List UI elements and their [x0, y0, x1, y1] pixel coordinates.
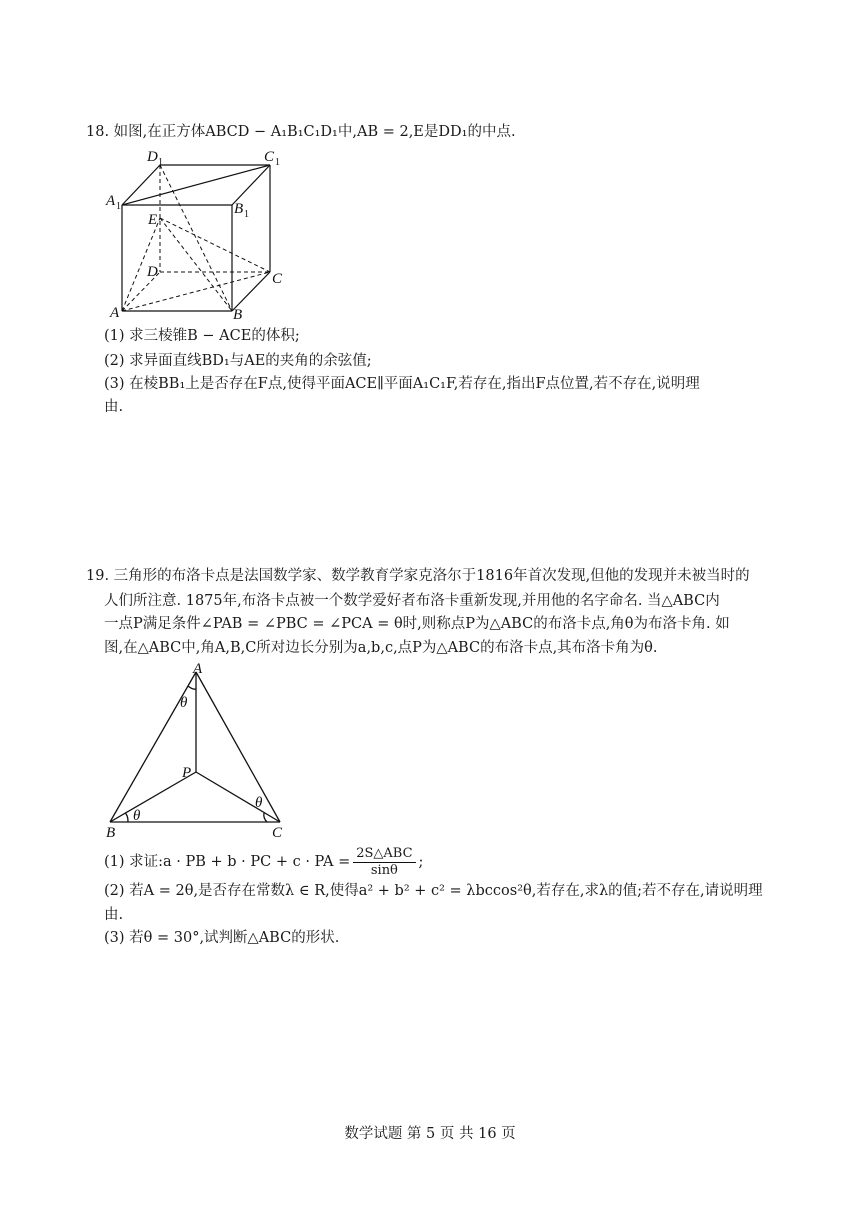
label-B1: B	[234, 201, 244, 217]
q19-stem-line3: 一点P满足条件∠PAB = ∠PBC = ∠PCA = θ时,则称点P为△ABC的布洛卡点,角θ为布洛卡角. 如	[104, 616, 730, 632]
q19-part2-cont: 由.	[104, 907, 124, 923]
label-D1-sub: 1	[158, 157, 163, 168]
tri-theta-B: θ	[133, 808, 141, 824]
label-A1: A	[106, 193, 116, 209]
tri-theta-A: θ	[180, 695, 188, 711]
q19-part1-fraction	[353, 846, 415, 879]
q19-part3: (3) 若θ = 30°,试判断△ABC的形状.	[104, 930, 340, 946]
q18-stem: 18. 如图,在正方体ABCD − A₁B₁C₁D₁中,AB = 2,E是DD₁的中点.	[86, 124, 516, 140]
tri-theta-C: θ	[255, 795, 263, 811]
q19-stem-line4: 图,在△ABC中,角A,B,C所对边长分别为a,b,c,点P为△ABC的布洛卡点,其布洛卡角为θ.	[104, 640, 658, 656]
label-B1-sub: 1	[244, 209, 249, 220]
tri-label-C: C	[272, 825, 283, 840]
label-A: A	[110, 305, 120, 320]
tri-label-P: P	[182, 765, 192, 781]
label-B: B	[233, 307, 243, 320]
page-footer: 数学试题 第 5 页 共 16 页	[344, 1126, 516, 1142]
q19-part2: (2) 若A = 2θ,是否存在常数λ ∈ R,使得a² + b² + c² = λbccos²θ,若存在,求λ的值;若不存在,请说明理	[104, 883, 763, 899]
label-C1-sub: 1	[275, 157, 280, 168]
label-D1: D	[147, 149, 158, 165]
q19-part1-suffix: ;	[418, 854, 424, 870]
label-D: D	[147, 264, 158, 280]
q19-part1-numerator: 2S△ABC	[353, 846, 415, 863]
q19-stem-line1: 19. 三角形的布洛卡点是法国数学家、数学教育学家克洛尔于1816年首次发现,但他的发现并未被当时的	[86, 568, 750, 584]
q19-part1-denominator: sinθ	[370, 862, 398, 878]
triangle-figure	[100, 660, 300, 840]
label-E: E	[148, 212, 158, 228]
q18-part1: (1) 求三棱锥B − ACE的体积;	[104, 328, 300, 344]
q18-part2: (2) 求异面直线BD₁与AE的夹角的余弦值;	[104, 353, 372, 369]
q19-stem-line2: 人们所注意. 1875年,布洛卡点被一个数学爱好者布洛卡重新发现,并用他的名字命名. 当△ABC内	[104, 593, 720, 609]
tri-label-B: B	[106, 825, 116, 840]
label-C1: C	[264, 149, 275, 165]
cube-figure	[100, 145, 290, 320]
q19-part1	[104, 845, 423, 879]
label-A1-sub: 1	[116, 201, 121, 212]
q18-part3-cont: 由.	[104, 399, 124, 415]
q19-part1-prefix: (1) 求证:a · PB + b · PC + c · PA =	[104, 854, 351, 870]
tri-label-A: A	[193, 661, 203, 677]
label-C: C	[272, 271, 283, 287]
q18-part3: (3) 在棱BB₁上是否存在F点,使得平面ACE∥平面A₁C₁F,若存在,指出F点位置,若不存在,说明理	[104, 376, 700, 392]
